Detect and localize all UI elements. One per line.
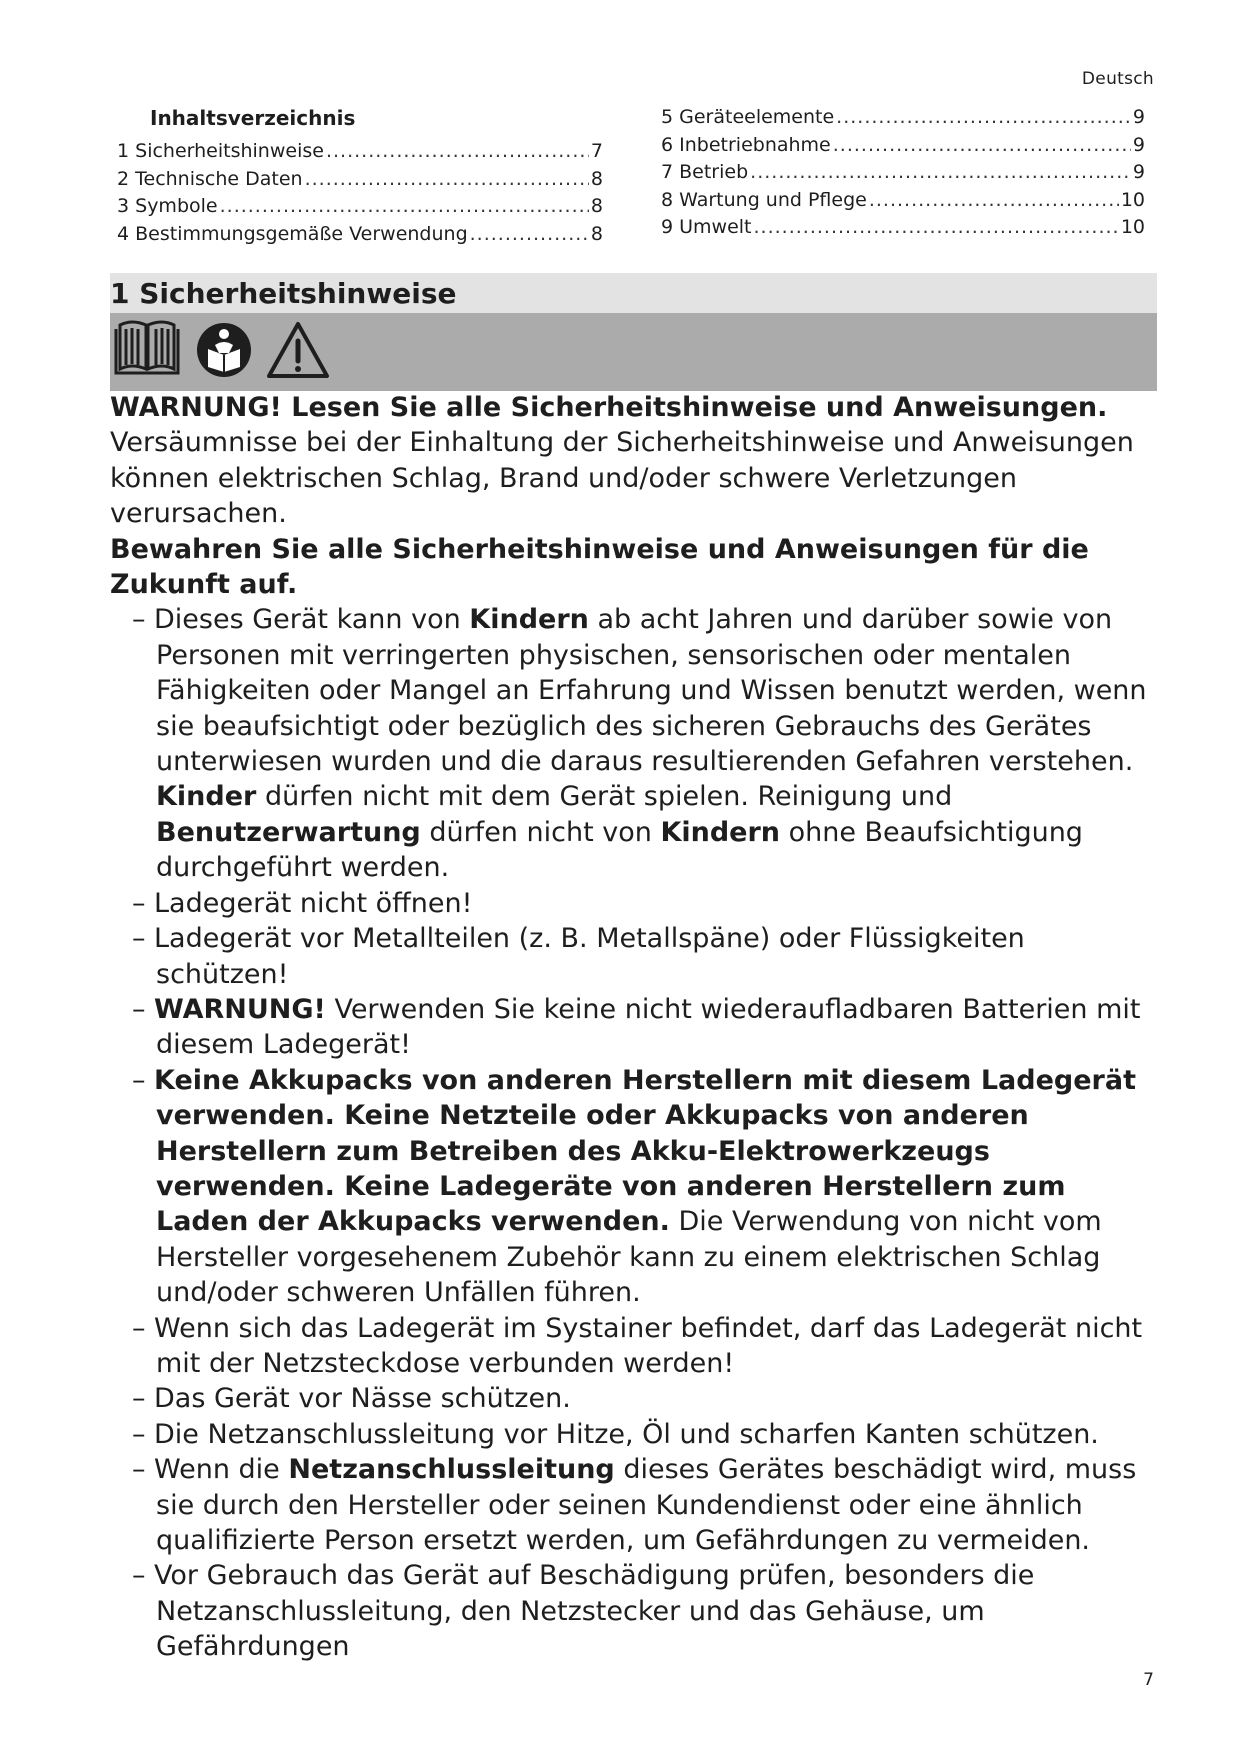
toc-title: Inhaltsverzeichnis <box>150 106 356 130</box>
warning-paragraph: WARNUNG! Lesen Sie alle Sicherheitshinweise und Anweisungen. Versäumnisse bei der Einhaltung der Sicherheitshinweise und Anweisungen können elektrischen Schlag, Brand und/oder schwere Verletzungen verursachen. <box>110 392 1134 530</box>
section-header <box>110 273 1157 313</box>
toc-entry[interactable]: 4 Bestimmungsgemäße Verwendung ..... 8 <box>117 223 603 251</box>
page-number: 7 <box>1143 1670 1154 1690</box>
read-instructions-icon <box>193 319 255 381</box>
toc-entry[interactable]: 1 Sicherheitshinweise ..... 7 <box>117 140 603 168</box>
keep-instructions: Bewahren Sie alle Sicherheitshinweise und Anweisungen für die Zukunft auf. <box>110 533 1089 601</box>
toc-entry[interactable]: 5 Geräteelemente ..... 9 <box>661 106 1145 134</box>
toc-entry[interactable]: 9 Umwelt ..... 10 <box>661 216 1145 244</box>
language-label: Deutsch <box>1081 69 1154 89</box>
list-item: – Wenn die Netzanschlussleitung dieses Gerätes beschädigt wird, muss sie durch den Hersteller oder seinen Kundendienst oder eine ähnlich qualifizierte Person ersetzt werden, um Gefährdungen zu vermeiden. <box>132 1454 1137 1556</box>
list-item: – Das Gerät vor Nässe schützen. <box>132 1383 571 1415</box>
list-item: – Vor Gebrauch das Gerät auf Beschädigung prüfen, besonders die Netzanschlussleitung, den Netzstecker und das Gehäuse, um Gefährdungen <box>132 1560 1035 1663</box>
list-item: – Die Netzanschlussleitung vor Hitze, Öl und scharfen Kanten schützen. <box>132 1418 1099 1450</box>
list-item: – Keine Akkupacks von anderen Herstellern mit diesem Ladegerät verwenden. Keine Netzteile oder Akkupacks von anderen Herstellern zum Betreiben des Akku-Elektrowerkzeugs verwenden. Keine Ladegeräte von anderen Herstellern zum Laden der Akkupacks verwenden. Die Verwendung von nicht vom Hersteller vorgesehenem Zubehör kann zu einem elektrischen Schlag und/oder schweren Unfällen führen. <box>132 1064 1136 1309</box>
toc-entry[interactable]: 7 Betrieb ..... 9 <box>661 161 1145 189</box>
section-title: 1 Sicherheitshinweise <box>110 277 457 310</box>
toc-column-left <box>117 140 603 250</box>
list-item: – Ladegerät vor Metallteilen (z. B. Metallspäne) oder Flüssigkeiten schützen! <box>132 923 1025 990</box>
list-item: – Wenn sich das Ladegerät im Systainer befindet, darf das Ladegerät nicht mit der Netzsteckdose verbunden werden! <box>132 1312 1143 1379</box>
manual-book-icon <box>112 319 182 381</box>
list-item: – WARNUNG! Verwenden Sie keine nicht wiederaufladbaren Batterien mit diesem Ladegerät! <box>132 993 1141 1061</box>
toc-entry[interactable]: 2 Technische Daten ..... 8 <box>117 168 603 196</box>
warning-triangle-icon <box>265 319 331 381</box>
symbol-band <box>110 313 1157 391</box>
toc-column-right <box>661 106 1145 244</box>
toc-entry[interactable]: 3 Symbole ..... 8 <box>117 195 603 223</box>
table-of-contents <box>117 106 1157 246</box>
toc-entry[interactable]: 8 Wartung und Pflege ..... 10 <box>661 189 1145 217</box>
toc-entry[interactable]: 6 Inbetriebnahme ..... 9 <box>661 134 1145 162</box>
list-item: – Dieses Gerät kann von Kindern ab acht Jahren und darüber sowie von Personen mit verringerten physischen, sensorischen oder mentalen Fähigkeiten oder Mangel an Erfahrung und Wissen benutzt werden, wenn sie beaufsichtigt oder bezüglich des sicheren Gebrauchs des Gerätes unterwiesen wurden und die daraus resultierenden Gefahren verstehen. Kinder dürfen nicht mit dem Gerät spielen. Reinigung und Benutzerwartung dürfen nicht von Kindern ohne Beaufsichtigung durchgeführt werden. <box>132 604 1147 884</box>
safety-instructions <box>110 390 1160 1665</box>
list-item: – Ladegerät nicht öffnen! <box>132 887 473 919</box>
